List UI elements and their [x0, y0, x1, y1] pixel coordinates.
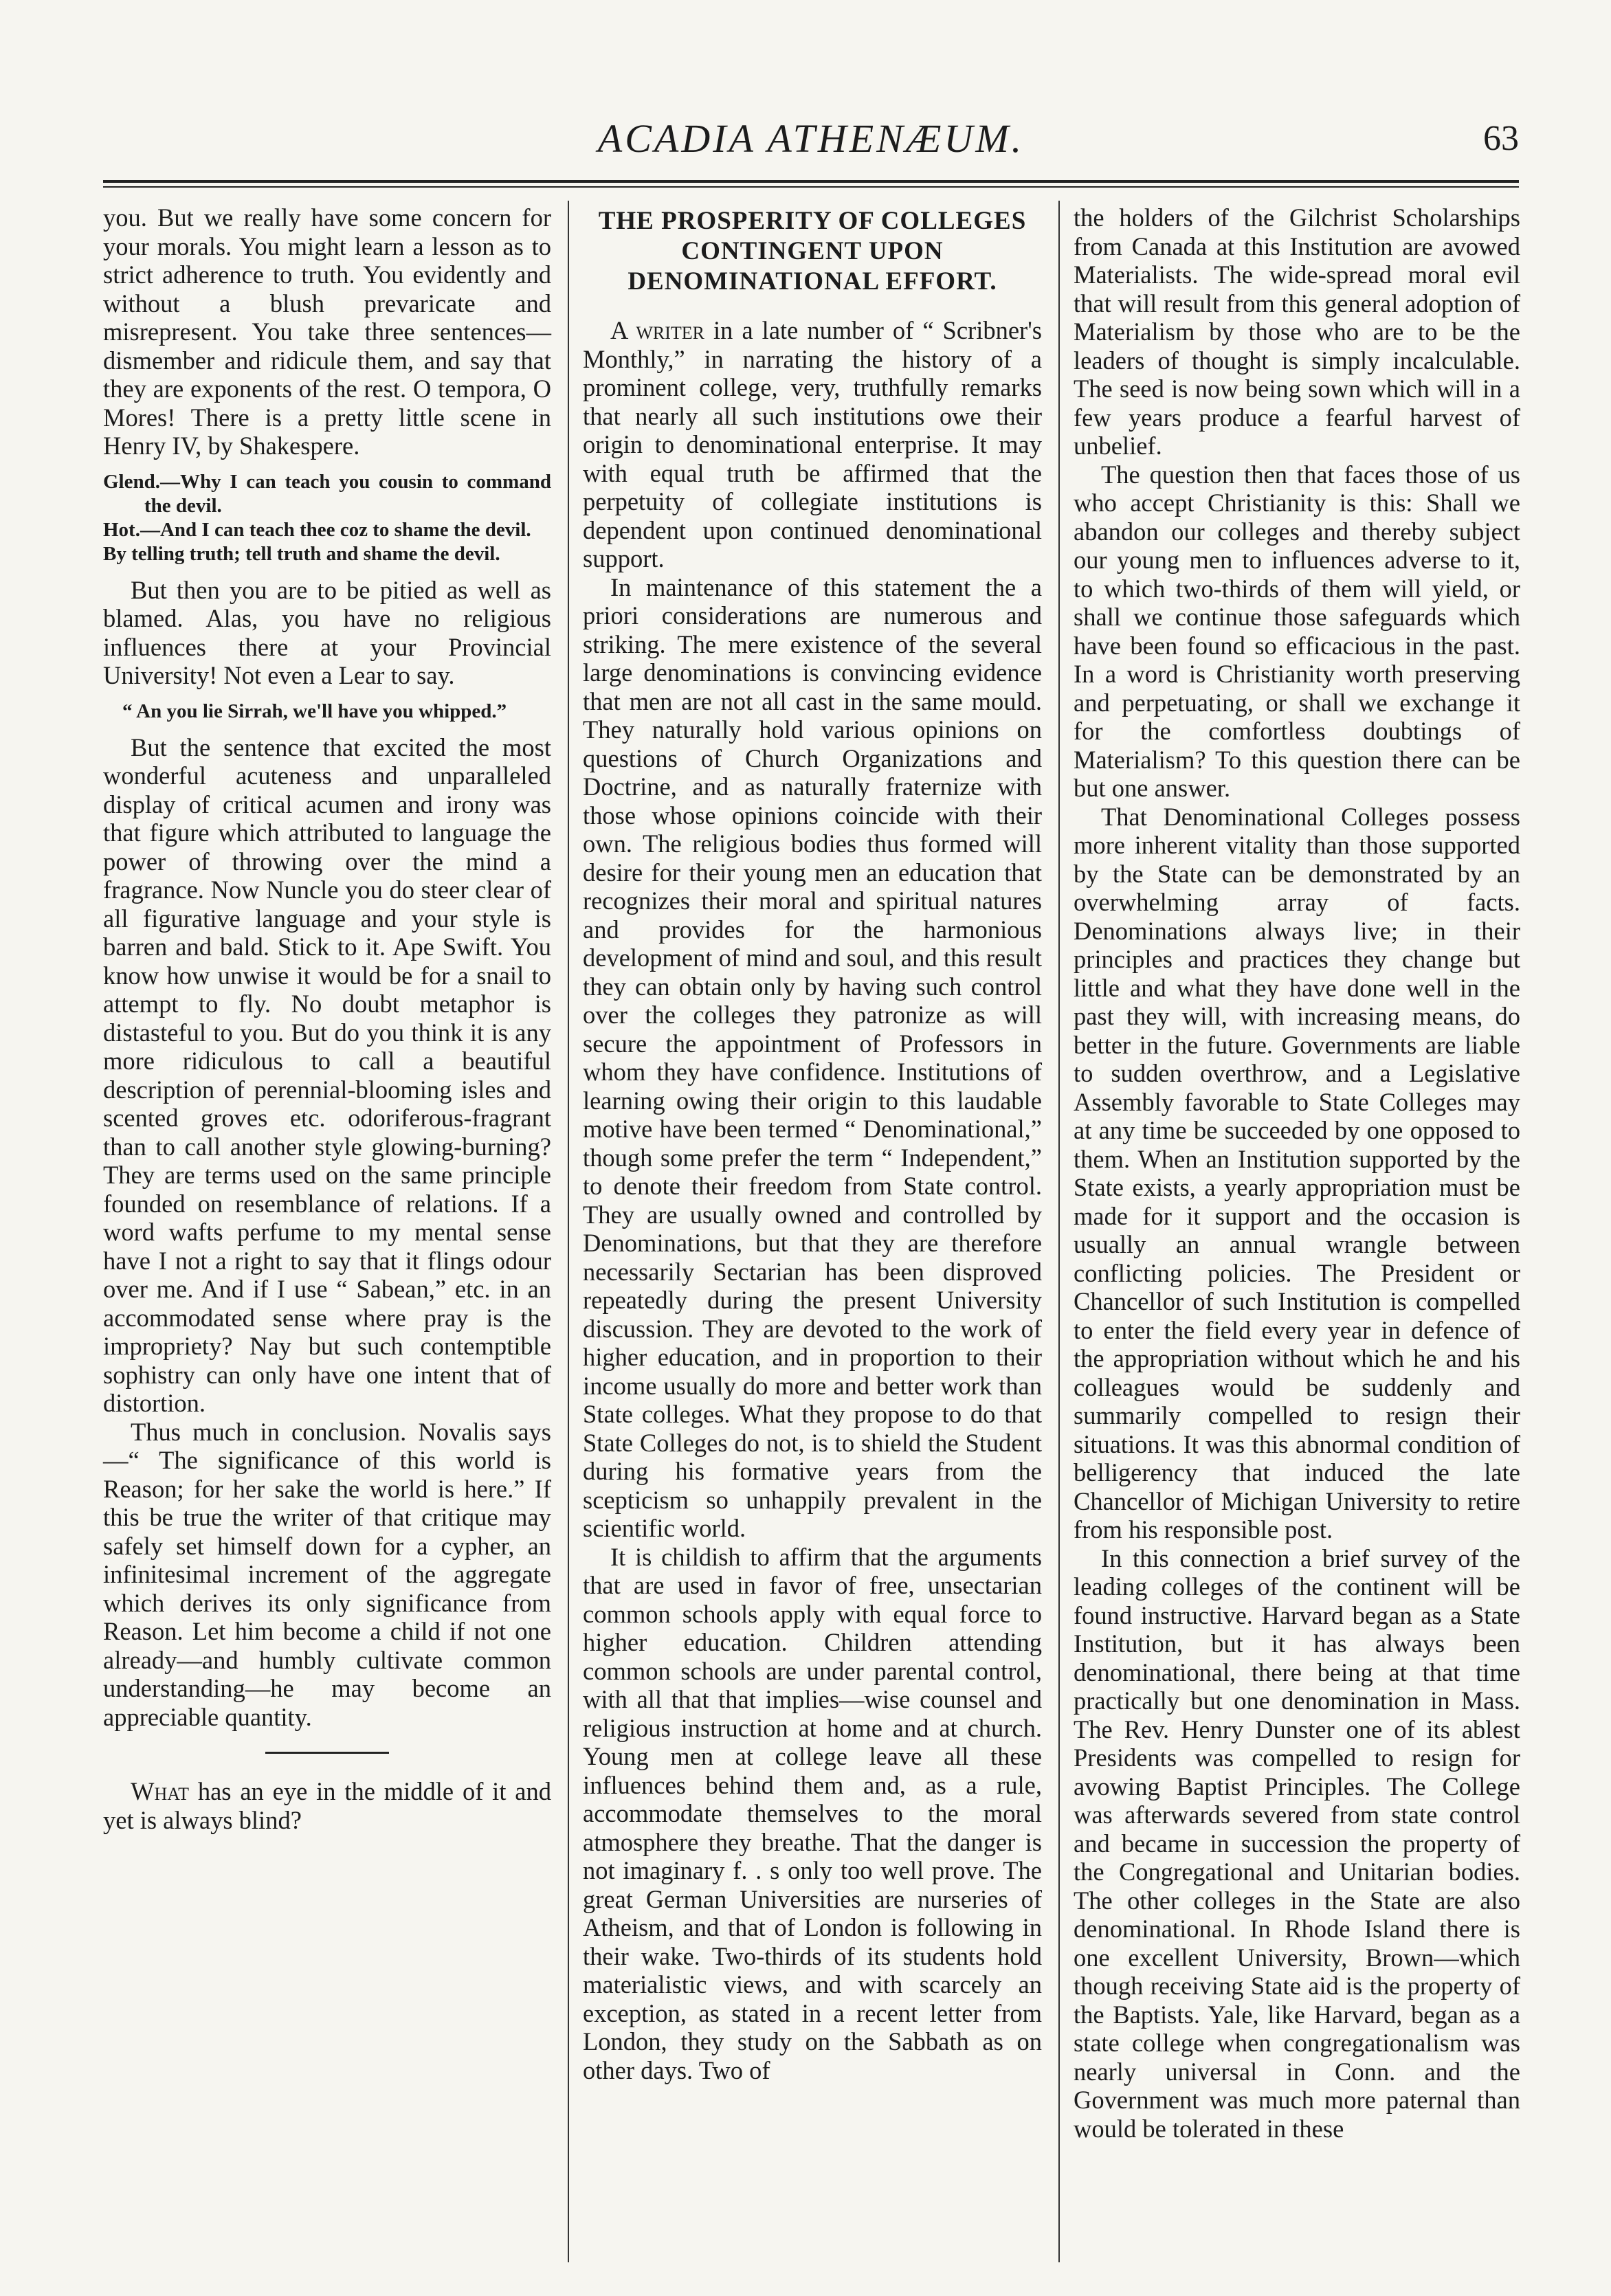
riddle-lead-word: What: [131, 1777, 190, 1805]
paragraph: But the sentence that excited the most wonderful acuteness and unparalleled display of critical acumen and irony was that figure which attributed to language the power of throwing over the mind a fragrance. Now Nuncle you do steer clear of all figurative language and your style is barren and bald. Stick to it. Ape Swift. You know how unwise it would be for a snail to attempt to fly. No doubt metaphor is distasteful to you. But do you think it is any more ridiculous to call a beautiful description of perennial-blooming isles and scented groves etc. odoriferous-fragrant than to call another style glowing-burning? They are terms used on the same principle founded on resemblance of relations. If a word wafts perfume to my mental sense have I not a right to say that it flings odour over me. And if I use “ Sabean,” etc. in an accommodated sense where pray is the impropriety? Nay but such contemptible sophistry can only have one intent that of distortion.: [103, 733, 551, 1417]
paragraph: The question then that faces those of us who accept Christianity is this: Shall we abandon our colleges and thereby subject our young men to influences adverse to it, to which two-thirds of them will yield, or shall we continue those safeguards which have been found so efficacious in the past. In a word is Christianity worth preserving and perpetuating, or shall we exchange it for the comfortless doubtings of Materialism? To this question there can be but one answer.: [1074, 460, 1520, 802]
quotation-line: Glend.—Why I can teach you cousin to command the devil.: [103, 470, 551, 517]
riddle-paragraph: [103, 1777, 551, 1834]
paragraph: you. But we really have some concern for your morals. You might learn a lesson as to strict adherence to truth. You evidently and without a blush prevaricate and misrepresent. You take three sentences—dismember and ridicule them, and say that they are exponents of the rest. O tempora, O Mores! There is a pretty little scene in Henry IV, by Shakespere.: [103, 203, 551, 460]
column-right: [1074, 203, 1520, 2143]
journal-title: ACADIA ATHENÆUM.: [597, 116, 1025, 161]
paragraph: the holders of the Gilchrist Scholarships from Canada at this Institution are avowed Materialists. The wide-spread moral evil that will result from this general adoption of Materialism by those who are to be the leaders of thought is simply incalculable. The seed is now being sown which will in a few years produce a fearful harvest of unbelief.: [1074, 203, 1520, 460]
riddle-text: has an eye in the middle of it and yet is always blind?: [103, 1777, 551, 1834]
lead-words: A writer: [610, 316, 705, 344]
quotation-line: “ An you lie Sirrah, we'll have you whipped.”: [122, 700, 507, 722]
quotation-line: By telling truth; tell truth and shame the devil.: [103, 542, 500, 565]
quotation-line: Hot.—And I can teach thee coz to shame the devil.: [103, 518, 531, 541]
paragraph: That Denominational Colleges possess more inherent vitality than those supported by the State can be demonstrated by an overwhelming array of facts. Denominations always live; in their principles and practices they change but little and what they have done well in the past they will, with increasing means, do better in the future. Governments are liable to sudden overthrow, and a Legislative Assembly favorable to State Colleges may at any time be succeeded by one opposed to them. When an Institution supported by the State exists, a yearly appropriation must be made for it support and the occasion is usually an annual wrangle between conflicting policies. The President or Chancellor of such Institution is compelled to enter the field every year in defence of the appropriation without which he and his colleagues would be suddenly and summarily compelled to resign their situations. It was this abnormal condition of belligerency that induced the late Chancellor of Michigan University to retire from his responsible post.: [1074, 802, 1520, 1543]
paragraph: Thus much in conclusion. Novalis says—“ The significance of this world is Reason; for her sake the world is here.” If this be true the writer of that critique may safely set himself down for a cypher, an infinitesimal increment of the aggregate which derives its only significance from Reason. Let him become a child if not one already—and humbly cultivate common understanding—he may become an appreciable quantity.: [103, 1417, 551, 1731]
header-rule: [103, 180, 1519, 188]
column-divider: [568, 201, 569, 2262]
paragraph: It is childish to affirm that the arguments that are used in favor of free, unsectarian common schools apply with equal force to higher education. Children attending common schools are under parental control, with all that that implies—wise counsel and religious instruction at home and at church. Young men at college leave all these influences behind them and, as a rule, accommodate themselves to the moral atmosphere they breathe. That the danger is not imaginary f. . s only too well prove. The great German Universities are nurseries of Atheism, and that of London is following in their wake. Two-thirds of its students hold materialistic views, and with scarcely an exception, as stated in a recent letter from London, they study on the Sabbath as on other days. Two of: [583, 1542, 1042, 2084]
paragraph: [583, 316, 1042, 573]
paragraph-text: in a late number of “ Scribner's Monthly,” in narrating the history of a prominent college, very, truthfully remarks that nearly all such institutions owe their origin to denominational enterprise. It may with equal truth be affirmed that the perpetuity of collegiate institutions is dependent upon continued denominational support.: [583, 316, 1042, 572]
paragraph: In this connection a brief survey of the leading colleges of the continent will be found instructive. Harvard began as a State Institution, but it has always been denominational, there being at that time practically but one denomination in Mass. The Rev. Henry Dunster one of its ablest Presidents was compelled to resign for avowing Baptist Principles. The College was afterwards severed from state control and became in succession the property of the Congregational and Unitarian bodies. The other colleges in the State are also denominational. In Rhode Island there is one excellent University, Brown—which though receiving State aid is the property of the Baptists. Yale, like Harvard, began as a state college when congregationalism was nearly universal in Conn. and the Government was much more paternal than would be tolerated in these: [1074, 1543, 1520, 2143]
column-divider: [1058, 201, 1060, 2262]
column-middle: [583, 203, 1042, 2084]
column-left: [103, 203, 551, 1834]
section-separator: [265, 1752, 389, 1754]
page-number: 63: [1483, 119, 1519, 158]
page-header: [103, 115, 1519, 177]
paragraph: In maintenance of this statement the a priori considerations are numerous and striking. The mere existence of the several large denominations is convincing evidence that men are not all cast in the same mould. They naturally hold various opinions on questions of Church Organizations and Doctrine, and as naturally fraternize with those whose opinions coincide with their own. The religious bodies thus formed will desire for their young men an education that recognizes their moral and spiritual natures and provides for the harmonious development of mind and soul, and this result they can obtain only by having such control over the colleges they patronize as will secure the appointment of Professors in whom they have confidence. Institutions of learning owing their origin to this laudable motive have been termed “ Denominational,” though some prefer the term “ Independent,” to denote their freedom from State control. They are usually owned and controlled by Denominations, but that they are therefore necessarily Sectarian has been disproved repeatedly during the present University discussion. They are devoted to the work of higher education, and in proportion to their income usually do more and better work than State colleges. What they propose to do that State Colleges do not, is to shield the Student during his formative years from the scepticism so unhappily prevalent in the scientific world.: [583, 572, 1042, 1542]
paragraph: But then you are to be pitied as well as blamed. Alas, you have no religious influences there at your Provincial University! Not even a Lear to say.: [103, 575, 551, 689]
article-title: THE PROSPERITY OF COLLEGES CONTINGENT UPON DENOMINATIONAL EFFORT.: [598, 207, 1027, 296]
